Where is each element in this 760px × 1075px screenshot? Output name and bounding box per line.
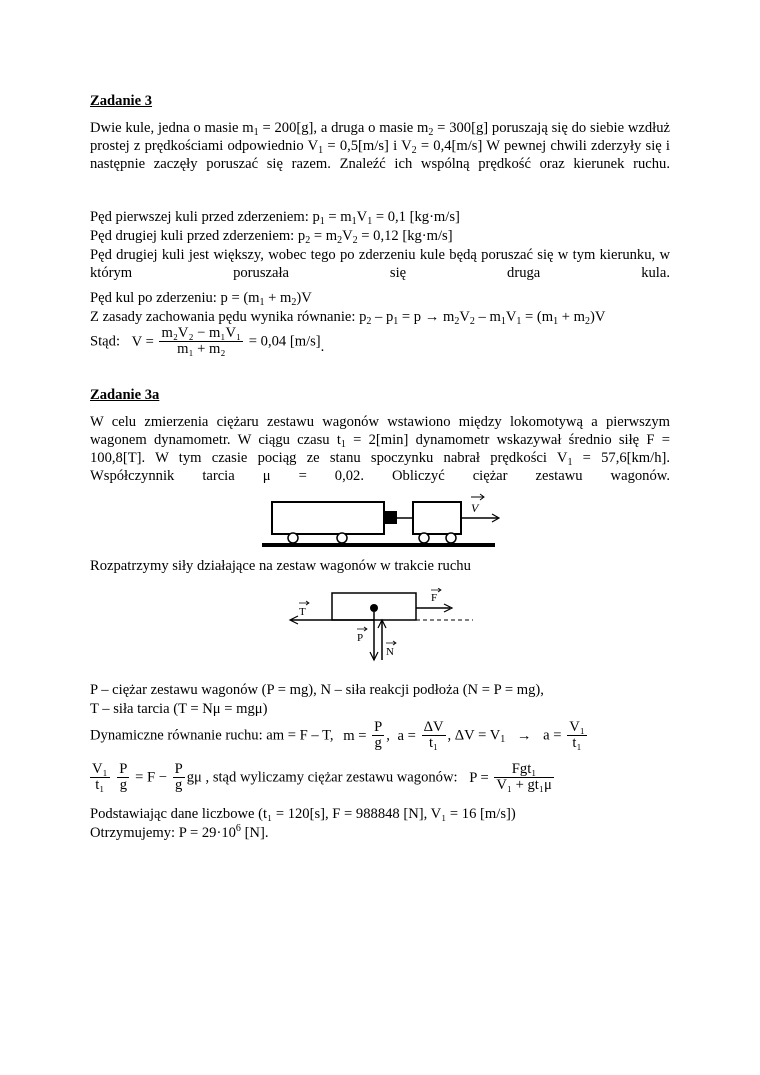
momentum-first-ball: Pęd pierwszej kuli przed zderzeniem: $p_1 = m_1V_1 = 0,1$ [kg·m/s]: [90, 209, 460, 227]
weight-equation: $\frac{\text{V₁}}{\text{t₁}}$ $\frac{P}{g}$ = F − $\frac{P}{g}$ gμ , stąd wyliczamy ciężar zestawu wagonów: P = $\frac{\text{Fgt₁}}{\text{V₁ + gt₁μ}}$: [92, 761, 552, 793]
center-of-mass: [370, 604, 378, 612]
momentum-conservation: Z zasady zachowania pędu wynika równanie: $p_2 - p_1 = p \to m_2V_2 - m_1V_1 = (m_1 + m_2)V$: [90, 309, 606, 327]
forces-diagram: [285, 588, 475, 663]
momentum-after: Pęd kul po zderzeniu: $p = (m_1 + m_2)V$: [90, 290, 312, 308]
task3-statement: Dwie kule, jedna o masie $m_1 = 200[g]$, a druga o masie $m_2 = 300[g]$ poruszają się do siebie wzdłuż prostej z prędkościami odpowiednio $V_1 = 0,5[m/s]$ i $V_2 = 0,4[m/s]$ W pewnej chwili zderzyły się i następnie zaczęły poruszać się razem. Znaleźć ich wspólną prędkość oraz kierunek ruchu.: [90, 120, 670, 172]
task3a-statement: W celu zmierzenia ciężaru zestawu wagonów wstawiono między lokomotywą a pierwszym wagonem dynamometr. W ciągu czasu $t_1 = 2[\min]$ dynamometr wskazywał średnio siłę F = 100,8[T]. W tym czasie pociąg ze stanu spoczynku nabrał prędkości $V_1 = 57,6[km/h]$. Współczynnik tarcia μ = 0,02. Obliczyć ciężar zestawu wagonów.: [90, 414, 671, 484]
result-line: Otrzymujemy: $P = 29\cdot 10^6$ [N].: [90, 823, 269, 841]
velocity-formula: Stąd: V = $\frac{\text{m₂V₂ − m₁V₁}}{\text{m₁ + m₂}}$ = 0,04 [m/s].: [90, 325, 325, 357]
velocity-label: V: [471, 501, 479, 515]
momentum-second-ball: Pęd drugiej kuli przed zderzeniem: $p_2 = m_2V_2 = 0,12$ [kg·m/s]: [90, 228, 453, 246]
label-T: T: [299, 606, 306, 618]
wagon-left: [272, 502, 384, 534]
task3-title: Zadanie 3: [90, 93, 153, 109]
label-N: N: [386, 646, 394, 658]
ground: [262, 543, 495, 547]
definitions-line-1: P – ciężar zestawu wagonów (P = mg), N – siła reakcji podłoża (N = P = mg),: [90, 682, 544, 698]
dynamometer: [384, 511, 397, 524]
substitution-line: Podstawiając dane liczbowe (t₁ = 120[s], F = 988848 [N], V₁ = 16 [m/s]): [90, 806, 516, 822]
label-P: P: [357, 632, 364, 644]
task3a-title: Zadanie 3a: [90, 387, 160, 403]
train-diagram: [262, 490, 500, 550]
definitions-line-2: T – siła tarcia (T = Nμ = mgμ): [90, 701, 268, 717]
dynamics-equation: Dynamiczne równanie ruchu: am = F – T, m = $\frac{P}{g}$ , a = $\frac{\Delta V}{\text{t₁}}$ , $\Delta V = V_1 \to a$ = $\frac{\text{V₁}}{\text{t₁}}$: [90, 719, 585, 751]
forces-intro: Rozpatrzymy siły działające na zestaw wagonów w trakcie ruchu: [90, 558, 471, 574]
label-F: F: [431, 592, 438, 604]
wagon-right: [413, 502, 461, 534]
momentum-conclusion: Pęd drugiej kuli jest większy, wobec tego po zderzeniu kule będą poruszać się w tym kierunku, w którym poruszała się druga kula.: [90, 247, 670, 281]
